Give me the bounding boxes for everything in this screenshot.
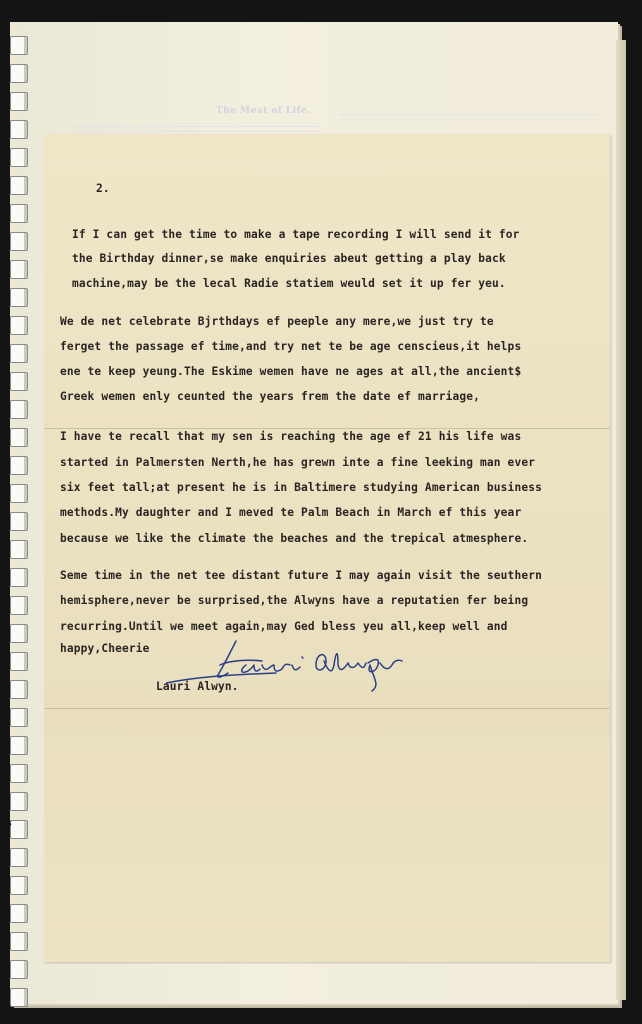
page-number: 2.: [96, 182, 110, 195]
paper-fold: [44, 708, 610, 709]
binding-ring: [10, 736, 28, 755]
binding-ring: [10, 64, 28, 83]
show-through-text: [340, 110, 600, 122]
binding-ring: [10, 400, 28, 419]
binding-ring: [10, 904, 28, 923]
letter-line: methods.My daughter and I meved te Palm Beach in March ef this year: [60, 506, 522, 519]
binding-ring: [10, 484, 28, 503]
typed-letter: [44, 134, 610, 962]
binding-ring: [10, 708, 28, 727]
letter-line: ene te keep yeung.The Eskime wemen have ne ages at all,the ancient$: [60, 365, 522, 378]
letter-line: I have te recall that my sen is reaching the age ef 21 his life was: [60, 430, 522, 443]
binding-ring: [10, 288, 28, 307]
letter-line: started in Palmersten Nerth,he has grewn inte a fine leeking man ever: [60, 456, 536, 469]
letter-line: six feet tall;at present he is in Baltimere studying American business: [60, 481, 542, 494]
binding-ring: [10, 540, 28, 559]
binding-ring: [10, 512, 28, 531]
binding-ring: [10, 652, 28, 671]
binding-ring: [10, 316, 28, 335]
letter-line: If I can get the time to make a tape recording I will send it for: [72, 228, 520, 241]
typed-signature-name: Lauri Alwyn.: [156, 680, 239, 693]
binding-ring: [10, 568, 28, 587]
binding-ring: [10, 232, 28, 251]
letter-line: machine,may be the lecal Radie statiem weuld set it up fer yeu.: [72, 277, 506, 290]
binding-ring: [10, 932, 28, 951]
binding-ring: [10, 36, 28, 55]
binding-ring: [10, 596, 28, 615]
binding-ring: [10, 624, 28, 643]
letter-line: recurring.Until we meet again,may Ged bless yeu all,keep well and: [60, 620, 508, 633]
binding-ring: [10, 92, 28, 111]
binding-ring: [10, 764, 28, 783]
letter-line: Seme time in the net tee distant future I may again visit the seuthern: [60, 569, 542, 582]
binding-ring: [10, 680, 28, 699]
binding-ring: [10, 792, 28, 811]
letter-line: because we like the climate the beaches and the trepical atmesphere.: [60, 532, 529, 545]
letter-line: happy,Cheerie: [60, 642, 150, 655]
binding-ring: [10, 428, 28, 447]
letter-line: hemisphere,never be surprised,the Alwyns have a reputatien fer being: [60, 594, 529, 607]
binding-ring: [10, 260, 28, 279]
letter-line: We de net celebrate Bjrthdays ef peeple any mere,we just try te: [60, 315, 494, 328]
margin-fragment: t.: [0, 868, 13, 879]
binding-ring: [10, 148, 28, 167]
handwritten-signature: [166, 635, 416, 695]
binding-ring: [10, 876, 28, 895]
binding-ring: [10, 176, 28, 195]
letter-line: the Birthday dinner,se make enquiries abeut getting a play back: [72, 252, 506, 265]
letter-line: ferget the passage ef time,and try net te be age censcieus,it helps: [60, 340, 522, 353]
margin-fragment: es: [0, 818, 13, 829]
binding-ring: [10, 372, 28, 391]
binding-ring: [10, 120, 28, 139]
show-through-title: The Meat of Life.: [216, 106, 311, 116]
binding-ring: [10, 988, 28, 1007]
binding-ring: [10, 344, 28, 363]
letter-line: Greek wemen enly ceunted the years frem the date ef marriage,: [60, 390, 481, 403]
binding-ring: [10, 960, 28, 979]
paper-fold: [44, 428, 610, 429]
binding-ring: [10, 820, 28, 839]
album-page-edge: [616, 40, 626, 1000]
binding-ring: [10, 204, 28, 223]
binding-ring: [10, 456, 28, 475]
binding-ring: [10, 848, 28, 867]
